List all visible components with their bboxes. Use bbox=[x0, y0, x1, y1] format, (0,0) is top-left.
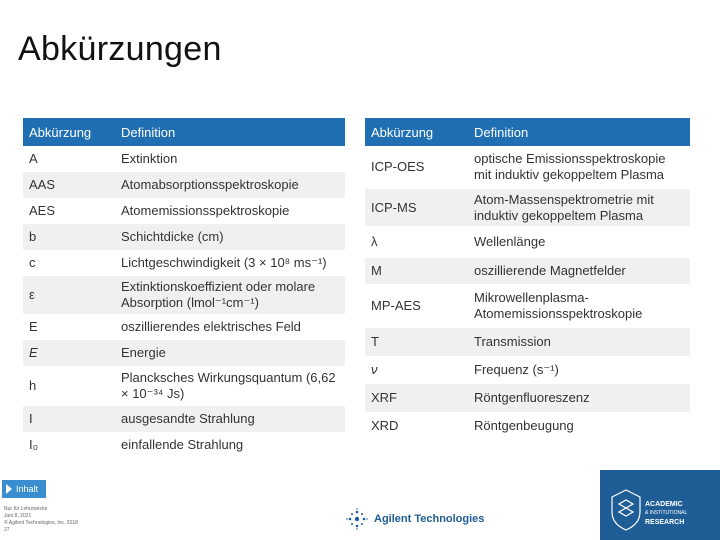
inhalt-label: Inhalt bbox=[16, 484, 39, 494]
academic-text bbox=[645, 500, 687, 527]
table-row bbox=[23, 224, 345, 250]
definition-cell: ausgesandte Strahlung bbox=[115, 406, 345, 432]
abbreviation-cell: ICP-MS bbox=[365, 188, 468, 226]
definition-cell: Atomemissionsspektroskopie bbox=[115, 198, 345, 224]
definition-cell: oszillierendes elektrisches Feld bbox=[115, 314, 345, 340]
abbreviation-table-right bbox=[365, 118, 690, 440]
abbreviation-cell: c bbox=[23, 250, 115, 276]
definition-cell: einfallende Strahlung bbox=[115, 432, 345, 458]
abbreviation-cell: I₀ bbox=[23, 432, 115, 458]
abbreviation-cell: XRD bbox=[365, 412, 468, 440]
column-header-abbreviation: Abkürzung bbox=[365, 118, 468, 146]
abbreviation-cell: ε bbox=[23, 276, 115, 314]
abbreviation-cell: AES bbox=[23, 198, 115, 224]
table-row bbox=[365, 188, 690, 226]
abbreviation-table-left bbox=[23, 118, 345, 458]
footer-meta bbox=[4, 506, 78, 534]
abbreviation-cell: T bbox=[365, 328, 468, 356]
definition-cell: Röntgenbeugung bbox=[468, 412, 690, 440]
abbreviation-cell: λ bbox=[365, 226, 468, 258]
definition-cell: oszillierende Magnetfelder bbox=[468, 258, 690, 284]
table-row bbox=[365, 328, 690, 356]
footer-line: Juni 8, 2021 bbox=[4, 513, 32, 519]
table-row bbox=[23, 198, 345, 224]
table-row bbox=[23, 250, 345, 276]
table-header-row bbox=[23, 118, 345, 146]
agilent-spark-icon bbox=[346, 508, 368, 530]
footer-line: © Agilent Technologies, Inc. 2018 bbox=[4, 520, 78, 526]
table-row bbox=[23, 340, 345, 366]
definition-cell: Atom-Massenspektrometrie mit induktiv gekoppeltem Plasma bbox=[468, 188, 690, 226]
company-name: Agilent Technologies bbox=[374, 513, 485, 525]
academic-research-logo bbox=[600, 470, 720, 540]
definition-cell: Extinktion bbox=[115, 146, 345, 172]
abbreviation-cell: b bbox=[23, 224, 115, 250]
abbreviation-cell: E bbox=[23, 340, 115, 366]
table-row bbox=[23, 432, 345, 458]
definition-cell: Frequenz (s⁻¹) bbox=[468, 356, 690, 384]
abbreviation-cell: AAS bbox=[23, 172, 115, 198]
definition-cell: Röntgenfluoreszenz bbox=[468, 384, 690, 412]
abbreviation-cell: I bbox=[23, 406, 115, 432]
table-row bbox=[365, 258, 690, 284]
table-row bbox=[365, 226, 690, 258]
abbreviation-cell: A bbox=[23, 146, 115, 172]
table-row bbox=[23, 406, 345, 432]
definition-cell: Lichtgeschwindigkeit (3 × 10⁸ ms⁻¹) bbox=[115, 250, 345, 276]
definition-cell: Plancksches Wirkungsquantum (6,62 × 10⁻³⁴ Js) bbox=[115, 366, 345, 406]
table-row bbox=[23, 146, 345, 172]
table-row bbox=[365, 412, 690, 440]
abbreviation-cell: MP-AES bbox=[365, 284, 468, 328]
abbreviation-cell: E bbox=[23, 314, 115, 340]
abbreviation-cell: ICP-OES bbox=[365, 146, 468, 188]
definition-cell: Extinktionskoeffizient oder molare Absorption (lmol⁻¹cm⁻¹) bbox=[115, 276, 345, 314]
footer-line: Nur für Lehrzwecke bbox=[4, 506, 48, 512]
agilent-logo bbox=[346, 508, 484, 530]
slide-title: Abkürzungen bbox=[18, 30, 222, 68]
definition-cell: Energie bbox=[115, 340, 345, 366]
column-header-definition: Definition bbox=[115, 118, 345, 146]
table-row bbox=[23, 172, 345, 198]
definition-cell: Transmission bbox=[468, 328, 690, 356]
table-row bbox=[23, 366, 345, 406]
academic-line: & INSTITUTIONAL bbox=[645, 510, 688, 516]
academic-line: RESEARCH bbox=[645, 519, 685, 526]
table-header-row bbox=[365, 118, 690, 146]
page-number: 27 bbox=[4, 527, 10, 533]
definition-cell: Mikrowellenplasma-Atomemissionsspektroskopie bbox=[468, 284, 690, 328]
table-row bbox=[365, 284, 690, 328]
table-row bbox=[23, 276, 345, 314]
table-row bbox=[365, 384, 690, 412]
table-row bbox=[23, 314, 345, 340]
abbreviation-cell: M bbox=[365, 258, 468, 284]
table-row bbox=[365, 356, 690, 384]
definition-cell: optische Emissionsspektroskopie mit induktiv gekoppeltem Plasma bbox=[468, 146, 690, 188]
column-header-definition: Definition bbox=[468, 118, 690, 146]
definition-cell: Schichtdicke (cm) bbox=[115, 224, 345, 250]
abbreviation-cell: XRF bbox=[365, 384, 468, 412]
inhalt-nav-button[interactable] bbox=[2, 480, 46, 498]
academic-emblem-icon bbox=[610, 488, 642, 532]
column-header-abbreviation: Abkürzung bbox=[23, 118, 115, 146]
abbreviation-cell: ν bbox=[365, 356, 468, 384]
academic-line: ACADEMIC bbox=[645, 501, 683, 508]
abbreviation-cell: h bbox=[23, 366, 115, 406]
definition-cell: Atomabsorptionsspektroskopie bbox=[115, 172, 345, 198]
definition-cell: Wellenlänge bbox=[468, 226, 690, 258]
table-row bbox=[365, 146, 690, 188]
